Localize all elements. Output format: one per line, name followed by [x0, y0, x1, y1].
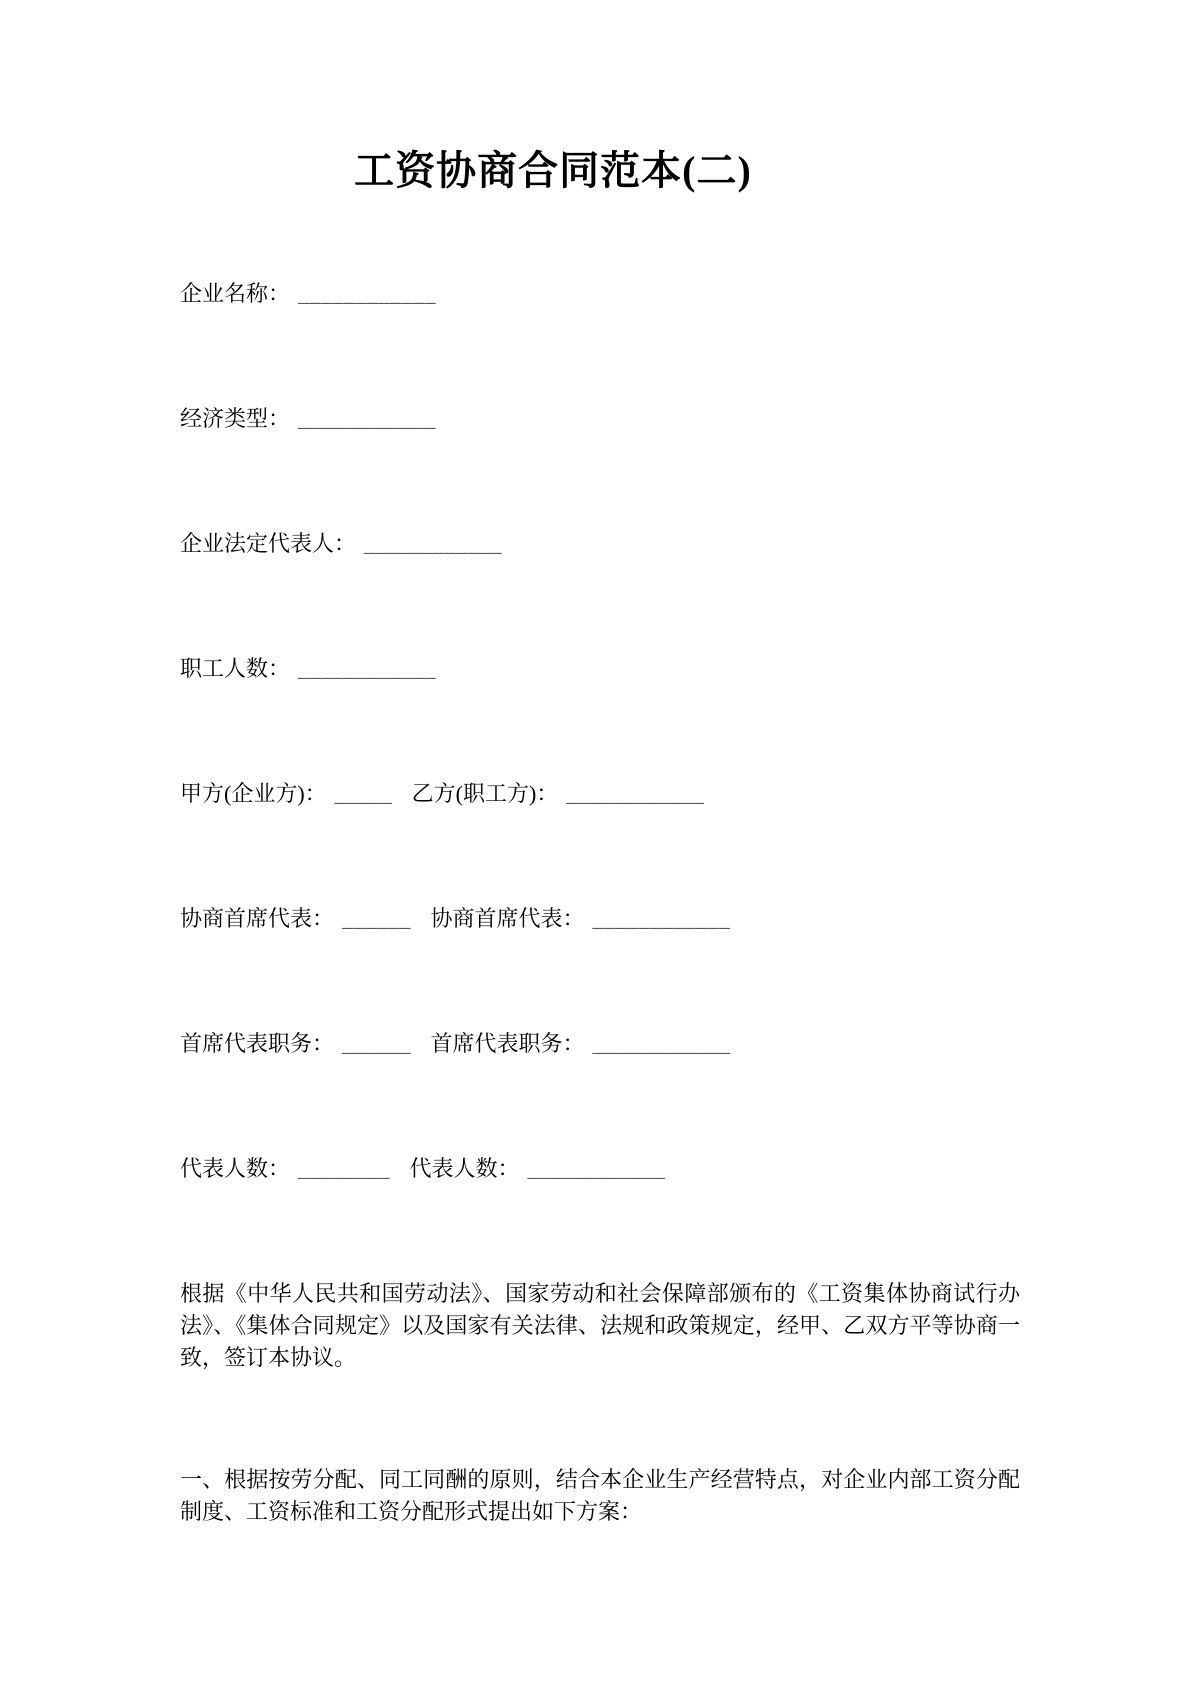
field-label: 首席代表职务：: [430, 1031, 585, 1056]
field-party-a: [180, 781, 398, 806]
preamble-paragraph: 根据《中华人民共和国劳动法》、国家劳动和社会保障部颁布的《工资集体协商试行办法》、《集体合同规定》以及国家有关法律、法规和政策规定，经甲、乙双方平等协商一致，签订本协议。: [180, 1281, 1020, 1370]
field-blank-line: ____________: [298, 281, 437, 306]
field-label: 代表人数：: [409, 1156, 520, 1181]
field-enterprise-name: [180, 281, 436, 306]
form-row-representative-counts: [180, 1153, 1020, 1184]
field-blank-line: ____________: [298, 656, 437, 681]
form-row-chief-rep-titles: [180, 1028, 1020, 1059]
field-blank-line: ____________: [298, 406, 437, 431]
form-row-legal-representative: [180, 528, 1020, 559]
field-rep-count-a: [180, 1156, 396, 1181]
field-label: 甲方(企业方)：: [180, 781, 327, 806]
field-blank-line: _____: [334, 781, 393, 806]
field-blank-line: ____________: [566, 781, 705, 806]
field-label: 协商首席代表：: [430, 906, 585, 931]
field-chief-rep-title-a: [180, 1031, 417, 1056]
field-label: 职工人数：: [180, 656, 291, 681]
field-label: 代表人数：: [180, 1156, 291, 1181]
field-blank-line: ________: [298, 1156, 391, 1181]
field-legal-representative: [180, 531, 502, 556]
field-label: 协商首席代表：: [180, 906, 335, 931]
field-blank-line: ______: [342, 906, 412, 931]
field-blank-line: ____________: [364, 531, 503, 556]
field-label: 经济类型：: [180, 406, 291, 431]
field-chief-rep-title-b: [431, 1031, 731, 1056]
field-blank-line: ____________: [592, 1031, 731, 1056]
field-chief-negotiator-b: [431, 906, 731, 931]
field-label: 企业名称：: [180, 281, 291, 306]
field-blank-line: ______: [342, 1031, 412, 1056]
form-row-chief-negotiators: [180, 903, 1020, 934]
clause-1-paragraph: 一、根据按劳分配、同工同酬的原则，结合本企业生产经营特点，对企业内部工资分配制度、工资标准和工资分配形式提出如下方案：: [180, 1467, 1020, 1524]
field-blank-line: ____________: [527, 1156, 666, 1181]
form-row-employee-count: [180, 653, 1020, 684]
form-row-economic-type: [180, 403, 1020, 434]
document-title: 工资协商合同范本(二): [354, 148, 752, 193]
form-row-enterprise-name: [180, 278, 1020, 309]
field-chief-negotiator-a: [180, 906, 417, 931]
field-party-b: [412, 781, 705, 806]
field-label: 企业法定代表人：: [180, 531, 357, 556]
field-label: 首席代表职务：: [180, 1031, 335, 1056]
field-blank-line: ____________: [592, 906, 731, 931]
field-label: 乙方(职工方)：: [411, 781, 559, 806]
field-employee-count: [180, 656, 436, 681]
field-economic-type: [180, 406, 436, 431]
form-row-party-a-party-b: [180, 778, 1020, 809]
field-rep-count-b: [410, 1156, 666, 1181]
